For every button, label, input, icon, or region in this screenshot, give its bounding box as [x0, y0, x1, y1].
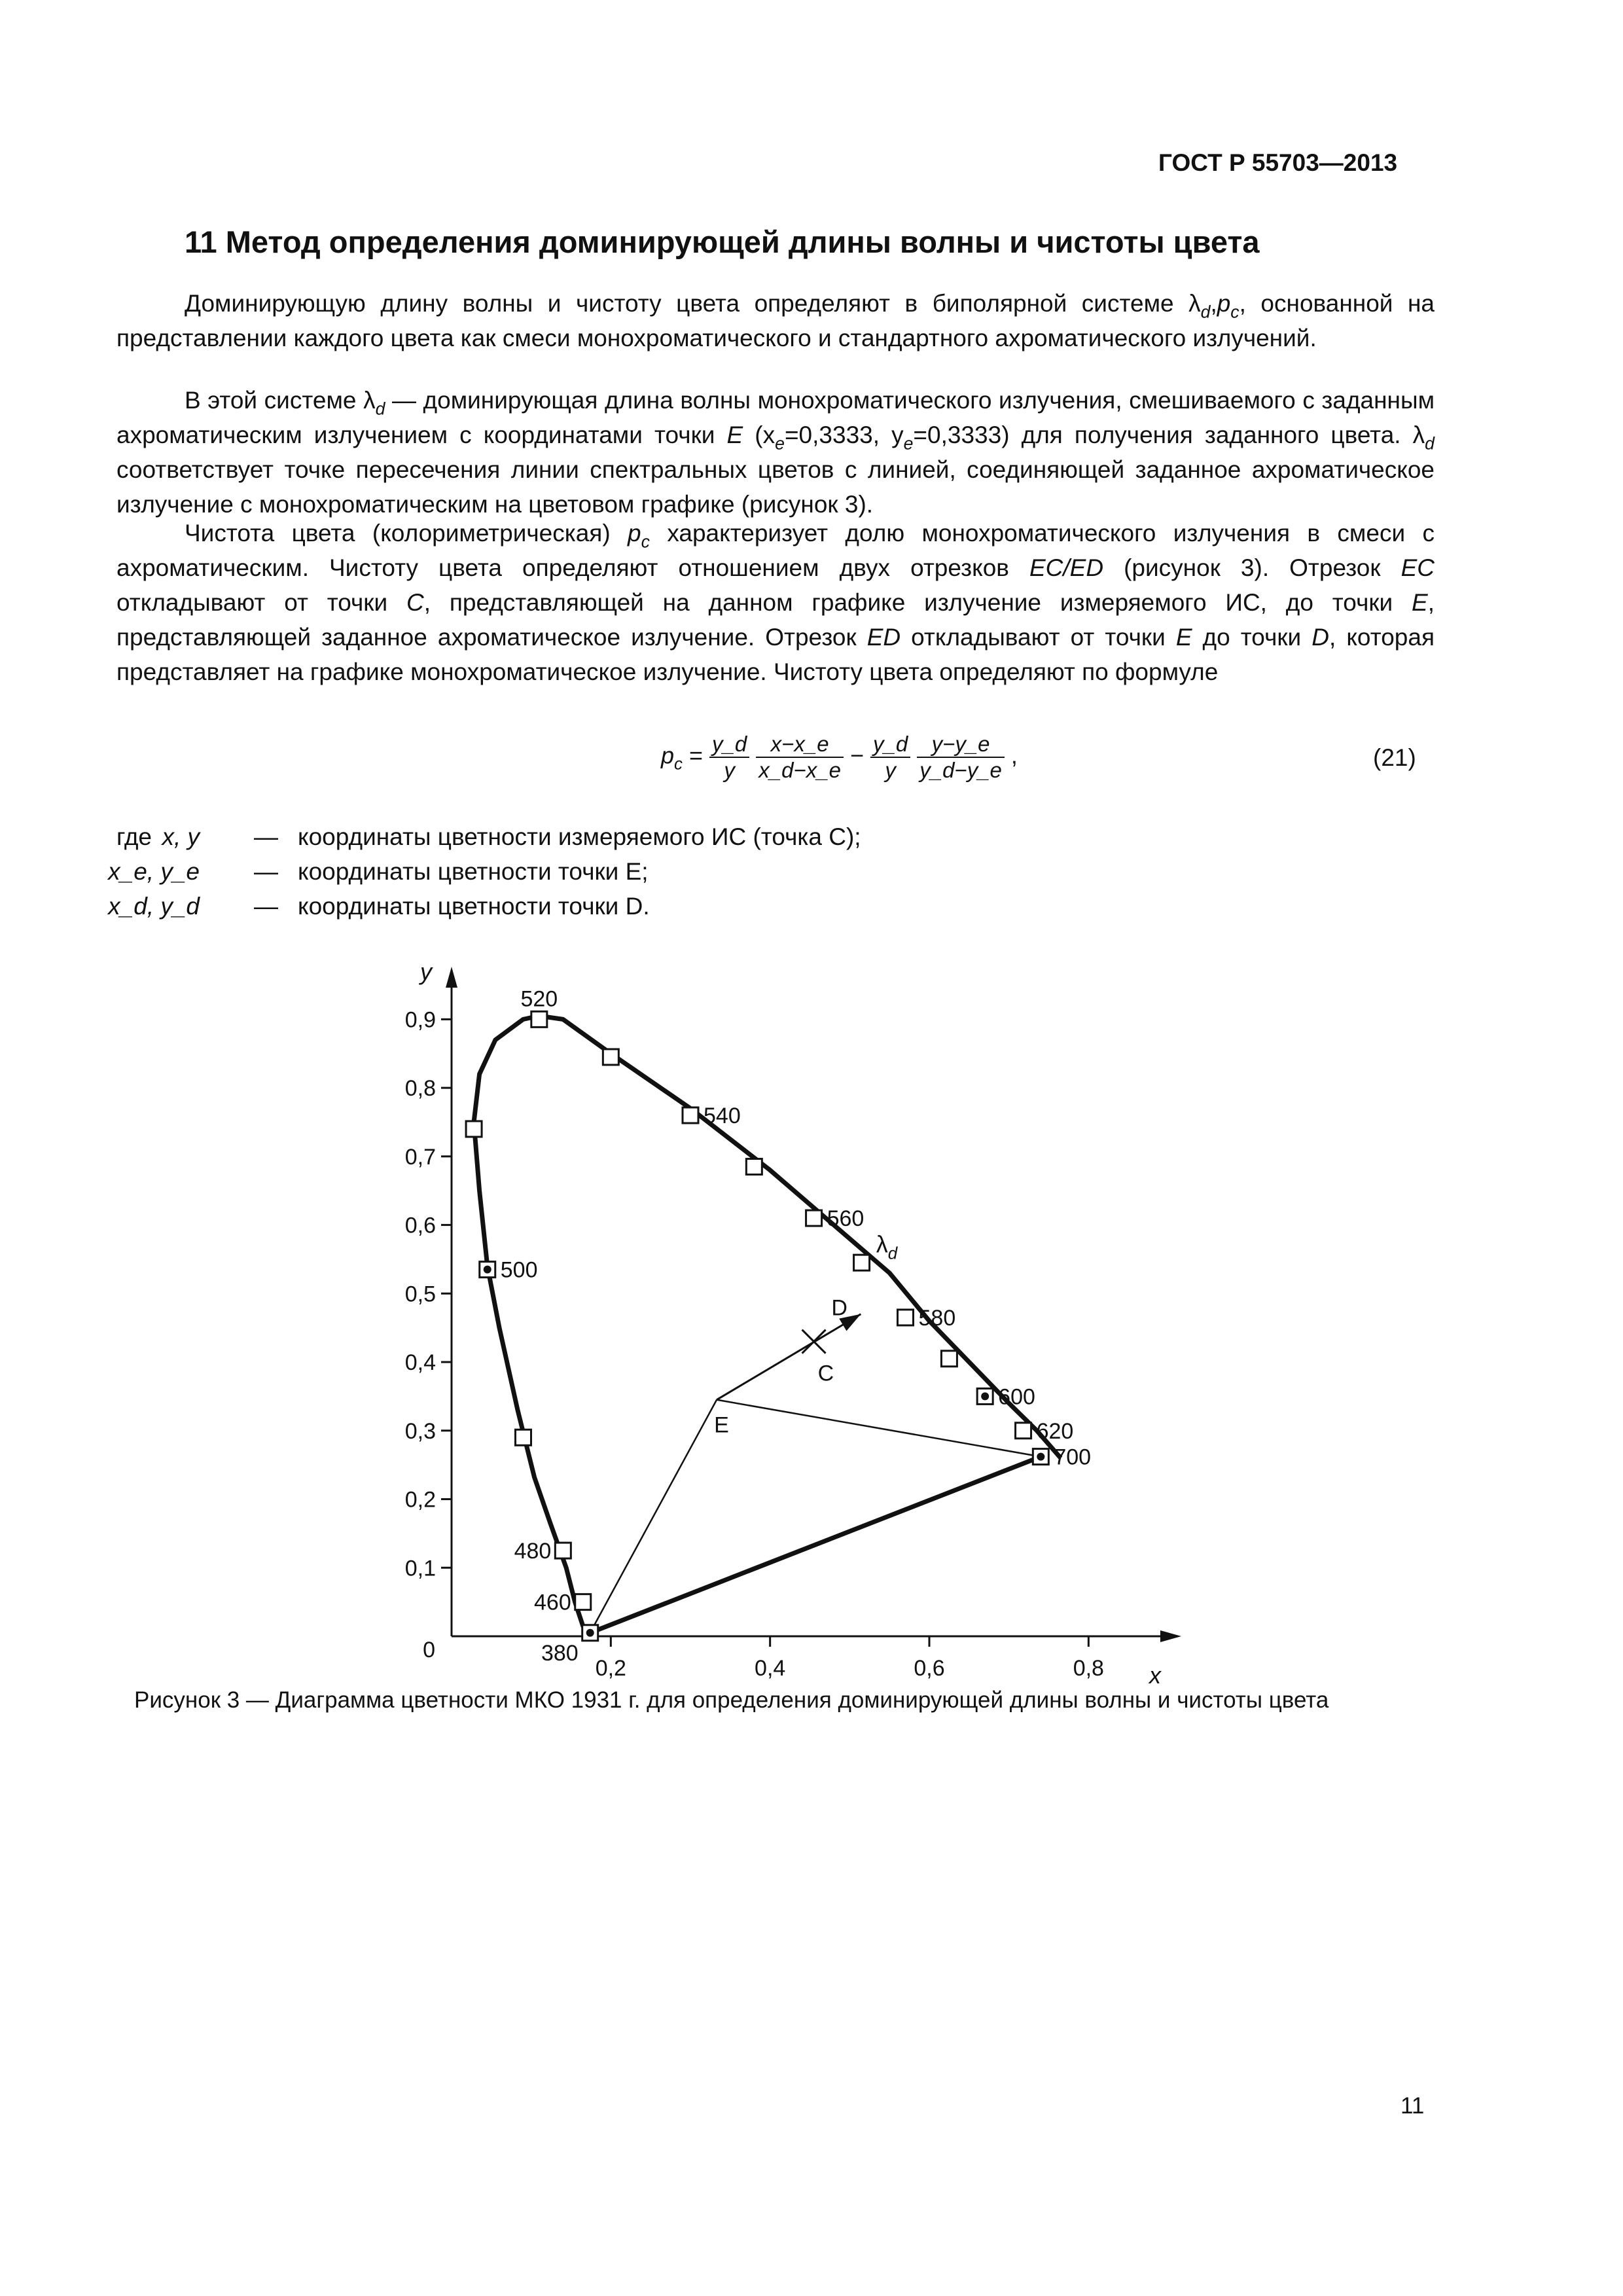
paragraph-2: В этой системе $\lambda_d$ — доминирующая длина волны монохроматического излучения, смешиваемого с заданным ахроматическим излучением с координатами точки E ($x_e=0,3333$, $y_e=0,3333$) для получения заданного цвета. $\lambda_d$ соответствует точке пересечения линии спектральных цветов с линией, соединяющей заданное ахроматическое излучение с монохроматическим на цветовом графике (рисунок 3).: [116, 387, 1435, 518]
wavelength-label: 540: [704, 1103, 741, 1128]
point-d-label: D: [831, 1295, 847, 1321]
locus-marker-square: [466, 1121, 482, 1137]
y-tick-label: 0,6: [404, 1213, 436, 1238]
purity-formula: $p_c$ = $\frac{y\_d}{y}$ $\frac{x-x\_e}{x\_d-x\_e}$ − $\frac{y\_d}{y}$ $\frac{y-y\_e}{y\_d-y\_e}$ ,: [661, 732, 1018, 782]
wavelength-label: 560: [827, 1206, 865, 1232]
point-c-label: C: [817, 1361, 834, 1386]
locus-marker-center: [981, 1392, 989, 1400]
locus-marker-square: [531, 1011, 547, 1027]
spectral-locus: [474, 1016, 1061, 1633]
document-id: ГОСТ Р 55703—2013: [1158, 149, 1398, 176]
locus-marker-square: [746, 1159, 762, 1175]
locus-marker-square: [603, 1049, 618, 1065]
locus-marker-square: [683, 1107, 698, 1123]
locus-marker-square: [575, 1594, 591, 1610]
locus-marker-square: [898, 1310, 914, 1325]
locus-marker-square: [516, 1429, 531, 1445]
purple-line: [590, 1457, 1041, 1633]
y-axis-arrow: [446, 967, 457, 988]
y-tick-label: 0,4: [404, 1350, 436, 1376]
section-title: 11 Метод определения доминирующей длины волны и чистоты цвета: [185, 224, 1260, 259]
wavelength-label: 600: [998, 1384, 1035, 1410]
wavelength-label: 620: [1036, 1418, 1074, 1444]
locus-marker-square: [941, 1351, 957, 1367]
wavelength-label: 480: [514, 1539, 552, 1564]
wavelength-label: 500: [500, 1257, 538, 1283]
y-tick-label: 0,8: [404, 1076, 436, 1102]
x-tick-label: 0,2: [595, 1656, 626, 1681]
y-tick-label: 0,5: [404, 1282, 436, 1307]
locus-marker-center: [484, 1266, 491, 1274]
x-tick-label: 0,8: [1073, 1656, 1104, 1681]
locus-marker-square: [854, 1255, 870, 1270]
locus-marker-square: [555, 1543, 571, 1558]
y-tick-label: 0,3: [404, 1418, 436, 1444]
wavelength-label: 580: [918, 1305, 956, 1331]
x-axis-label: x: [1149, 1662, 1161, 1689]
locus-marker-center: [1037, 1453, 1044, 1461]
y-tick-label: 0,7: [404, 1144, 436, 1170]
x-tick-label: 0,4: [755, 1656, 786, 1681]
construction-line: [590, 1400, 717, 1633]
arrow-line-ed: [717, 1314, 861, 1400]
x-tick-label: 0,6: [914, 1656, 945, 1681]
paragraph-1: Доминирующую длину волны и чистоту цвета определяют в биполярной системе $\lambda_d,p_c$, основанной на представлении каждого цвета как смеси монохроматического и стандартного ахроматического излучений.: [116, 290, 1435, 351]
y-axis-label: y: [420, 958, 432, 985]
figure-caption: Рисунок 3 — Диаграмма цветности МКО 1931 г. для определения доминирующей длины волны и чистоты цвета: [134, 1687, 1329, 1713]
wavelength-label: 460: [534, 1590, 571, 1615]
locus-marker-center: [586, 1629, 594, 1637]
point-e-label: E: [714, 1412, 729, 1438]
page-number: 11: [1400, 2093, 1425, 2119]
construction-line: [717, 1400, 1041, 1457]
wavelength-label: 700: [1054, 1444, 1092, 1470]
origin-label: 0: [423, 1638, 435, 1662]
wavelength-label: 520: [520, 986, 558, 1012]
x-axis-arrow: [1160, 1630, 1181, 1642]
locus-marker-square: [806, 1210, 822, 1226]
equation-number: (21): [1373, 744, 1416, 771]
y-tick-label: 0,1: [404, 1556, 436, 1581]
lambda-d-label: $\lambda_d$: [876, 1230, 898, 1263]
y-tick-label: 0,9: [404, 1007, 436, 1033]
y-tick-label: 0,2: [404, 1487, 436, 1513]
locus-marker-square: [1016, 1423, 1031, 1439]
wavelength-label: 380: [541, 1640, 579, 1666]
paragraph-3: Чистота цвета (колориметрическая) $p_c$ характеризует долю монохроматического излучения в смеси с ахроматическим. Чистоту цвета определяют отношением двух отрезков EC/ED (рисунок 3). Отрезок EC откладывают от точки C, представляющей на данном графике излучение измеряемого ИС, до точки E, представляющей заданное ахроматическое излучение. Отрезок ED откладывают от точки E до точки D, которая представляет на графике монохроматическое излучение. Чистоту цвета определяют по формуле: [116, 520, 1435, 685]
